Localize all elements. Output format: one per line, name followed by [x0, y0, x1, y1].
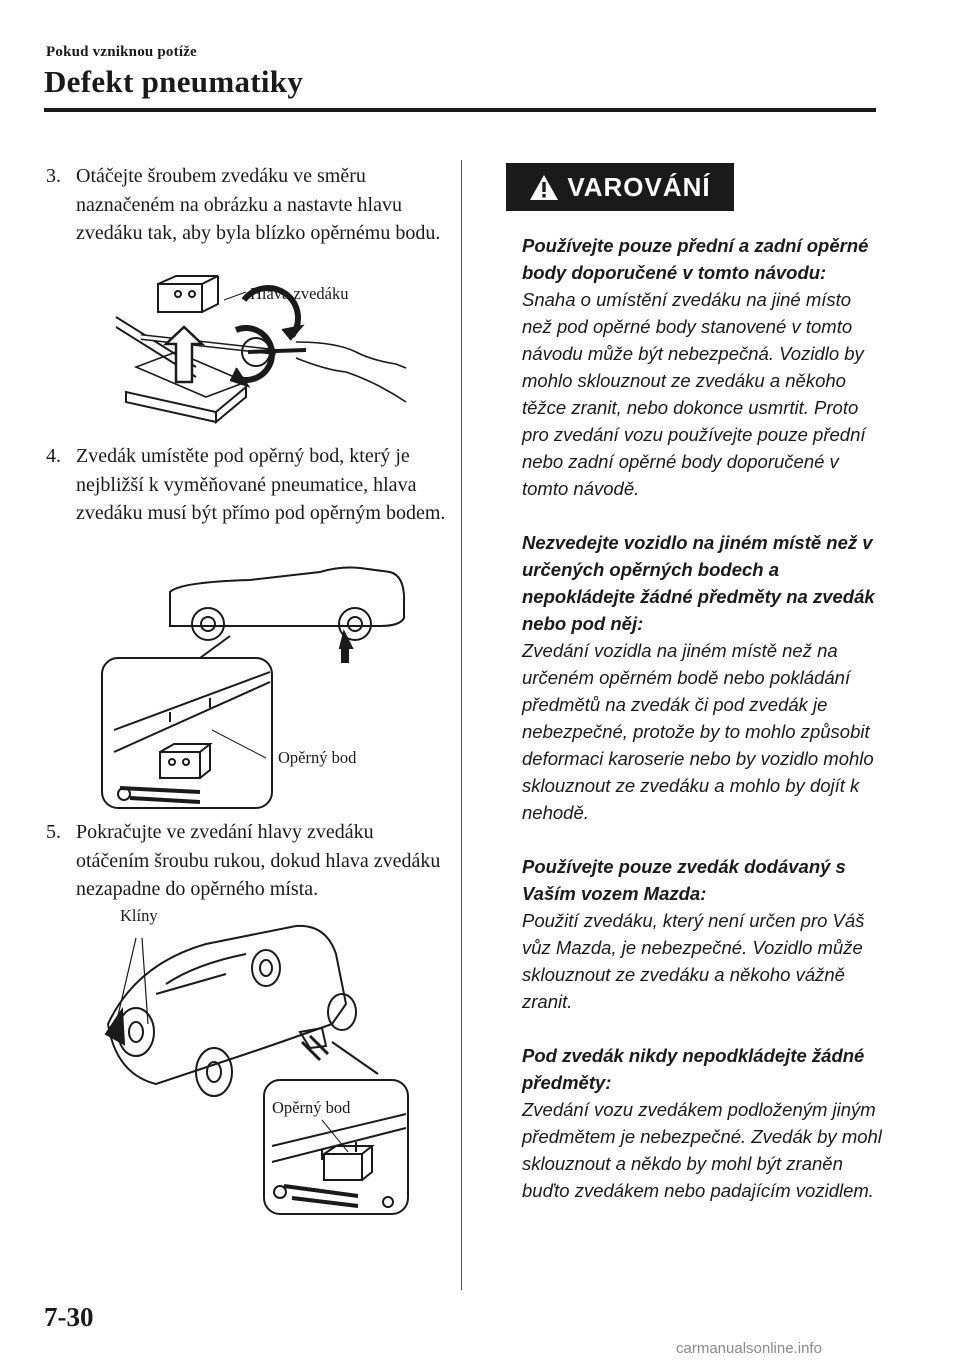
warning-text — [522, 232, 882, 1231]
jack-head-label: Hlava zvedáku — [250, 284, 349, 303]
warning-heading: Používejte pouze přední a zadní opěrné body doporučené v tomto návodu: — [522, 235, 869, 283]
step-number: 3. — [46, 165, 61, 187]
step-text: Otáčejte šroubem zvedáku ve směru naznačeném na obrázku a nastavte hlavu zvedáku tak, aby byla blízko opěrnému bodu. — [76, 165, 441, 244]
jacking-point-figure — [100, 562, 420, 812]
warning-block — [522, 529, 882, 826]
page-number: 7-30 — [44, 1302, 94, 1332]
warning-body: Snaha o umístění zvedáku na jiné místo než pod opěrné body stanovené v tomto návodu může být nebezpečná. Vozidlo by mohlo sklouznout ze zvedáku a někoho těžce zranit, nebo dokonce usmrtit. Proto pro zvedání vozu používejte pouze přední nebo zadní opěrné body doporučené v tomto návodě. — [522, 289, 866, 499]
step-text: Zvedák umístěte pod opěrný bod, který je nejbližší k vyměňované pneumatice, hlava zvedáku musí být přímo pod opěrným bodem. — [76, 445, 446, 524]
jacking-point-label: Opěrný bod — [278, 748, 357, 767]
step-number: 5. — [46, 821, 61, 843]
step-number: 4. — [46, 445, 61, 467]
watermark[interactable]: carmanualsonline.info — [676, 1340, 822, 1357]
lifted-car-figure — [96, 924, 416, 1224]
wedges-label: Klíny — [120, 906, 158, 925]
warning-heading: Pod zvedák nikdy nepodkládejte žádné předměty: — [522, 1045, 865, 1093]
warning-body: Zvedání vozidla na jiném místě než na určeném opěrném bodě nebo pokládání předmětů na zvedák či pod zvedák je nebezpečné, protože by to mohlo způsobit deformaci karoserie nebo by vozidlo mohlo sklouznout ze zvedáku a mohlo by dojít k nehodě. — [522, 640, 874, 823]
heading-rule — [44, 108, 876, 112]
warning-triangle-icon — [529, 174, 559, 201]
column-divider — [461, 160, 462, 1290]
warning-body: Zvedání vozu zvedákem podloženým jiným předmětem je nebezpečné. Zvedák by mohl sklouznout a někdo by mohl být zraněn buďto zvedákem nebo padajícím vozidlem. — [522, 1099, 882, 1201]
warning-body: Použití zvedáku, který není určen pro Váš vůz Mazda, je nebezpečné. Vozidlo může sklouznout ze zvedáku a někoho vážně zranit. — [522, 910, 865, 1012]
warning-badge-label: VAROVÁNÍ — [567, 171, 711, 202]
step-text: Pokračujte ve zvedání hlavy zvedáku otáčením šroubu rukou, dokud hlava zvedáku nezapadne do opěrného místa. — [76, 821, 441, 900]
step-4 — [46, 442, 456, 562]
warning-heading: Používejte pouze zvedák dodávaný s Vaším vozem Mazda: — [522, 856, 846, 904]
section-title: Pokud vzniknou potíže — [46, 44, 197, 60]
warning-block — [522, 853, 882, 1015]
support-point-label: Opěrný bod — [272, 1098, 351, 1117]
step-3 — [46, 162, 456, 282]
warning-badge — [506, 163, 734, 211]
warning-heading: Nezvedejte vozidlo na jiném místě než v určených opěrných bodech a nepokládejte žádné předměty na zvedák nebo pod něj: — [522, 532, 875, 634]
page-heading: Defekt pneumatiky — [44, 64, 304, 99]
step-5 — [46, 818, 456, 908]
warning-block — [522, 232, 882, 502]
warning-block — [522, 1042, 882, 1204]
